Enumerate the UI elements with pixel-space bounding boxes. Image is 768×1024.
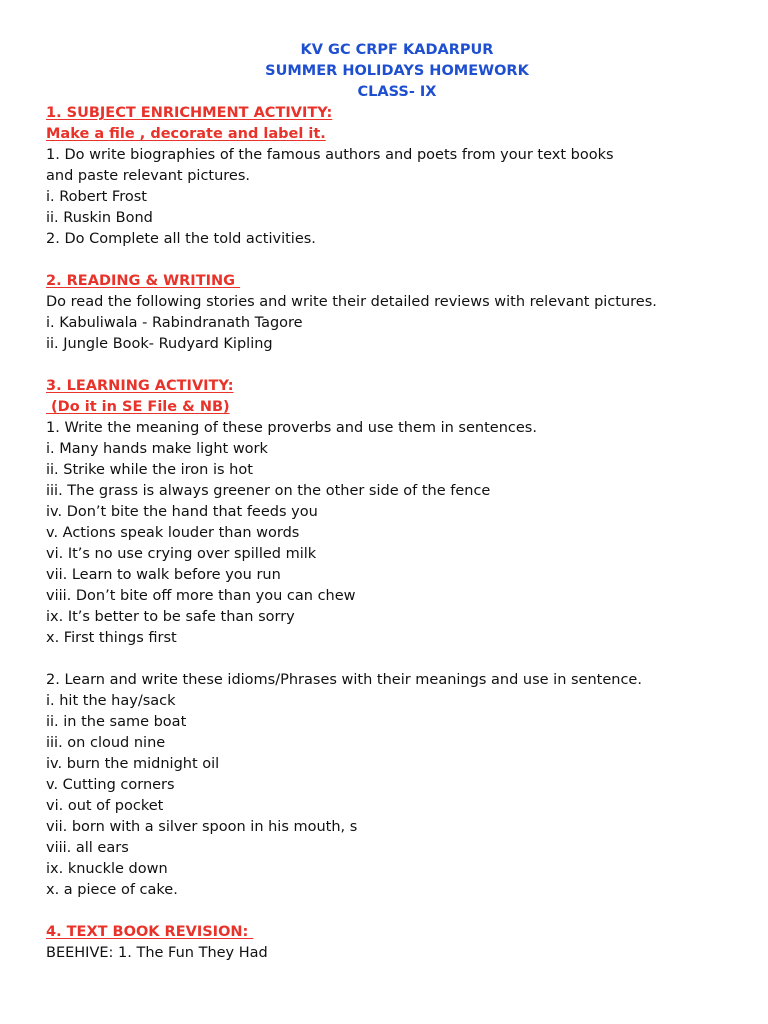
list-item: iv. Don’t bite the hand that feeds you [46,504,318,520]
list-item: viii. all ears [46,840,129,856]
spacer [46,901,738,922]
section-heading: 4. TEXT BOOK REVISION: [46,924,254,940]
list-item: i. Robert Frost [46,189,147,205]
list-item: vi. It’s no use crying over spilled milk [46,546,317,562]
list-item: iii. on cloud nine [46,735,166,751]
spacer [46,355,738,376]
school-name: KV GC CRPF KADARPUR [300,42,494,58]
list-item: viii. Don’t bite off more than you can chew [46,588,356,604]
section-subheading: (Do it in SE File & NB) [46,399,230,415]
list-item: vii. born with a silver spoon in his mouth, s [46,819,358,835]
text-line: 1. Do write biographies of the famous authors and poets from your text books [46,147,614,163]
section-learning-activity [46,376,738,901]
list-item: iv. burn the midnight oil [46,756,220,772]
text-line: BEEHIVE: 1. The Fun They Had [46,945,268,961]
spacer [46,250,738,271]
list-item: ix. knuckle down [46,861,168,877]
list-item: vii. Learn to walk before you run [46,567,281,583]
list-item: ii. Strike while the iron is hot [46,462,253,478]
section-text-book-revision [46,922,738,964]
list-item: x. a piece of cake. [46,882,178,898]
text-line: and paste relevant pictures. [46,168,251,184]
document-header [46,40,738,103]
section-heading: 3. LEARNING ACTIVITY: [46,378,234,394]
section-heading: 1. SUBJECT ENRICHMENT ACTIVITY: [46,105,333,121]
class-label: CLASS- IX [357,84,437,100]
list-item: vi. out of pocket [46,798,164,814]
section-subheading: Make a file , decorate and label it. [46,126,326,142]
text-line: 2. Do Complete all the told activities. [46,231,316,247]
list-item: i. Many hands make light work [46,441,268,457]
list-item: v. Actions speak louder than words [46,525,300,541]
text-line: 2. Learn and write these idioms/Phrases with their meanings and use in sentence. [46,672,642,688]
list-item: iii. The grass is always greener on the other side of the fence [46,483,491,499]
spacer [46,649,738,670]
homework-title: SUMMER HOLIDAYS HOMEWORK [265,63,529,79]
list-item: i. Kabuliwala - Rabindranath Tagore [46,315,303,331]
list-item: x. First things first [46,630,177,646]
text-line: 1. Write the meaning of these proverbs and use them in sentences. [46,420,537,436]
section-subject-enrichment [46,103,738,250]
list-item: ii. Jungle Book- Rudyard Kipling [46,336,273,352]
list-item: ix. It’s better to be safe than sorry [46,609,295,625]
section-heading: 2. READING & WRITING [46,273,241,289]
list-item: ii. Ruskin Bond [46,210,153,226]
section-reading-writing [46,271,738,355]
list-item: ii. in the same boat [46,714,187,730]
list-item: i. hit the hay/sack [46,693,176,709]
text-line: Do read the following stories and write their detailed reviews with relevant pictures. [46,294,657,310]
list-item: v. Cutting corners [46,777,175,793]
